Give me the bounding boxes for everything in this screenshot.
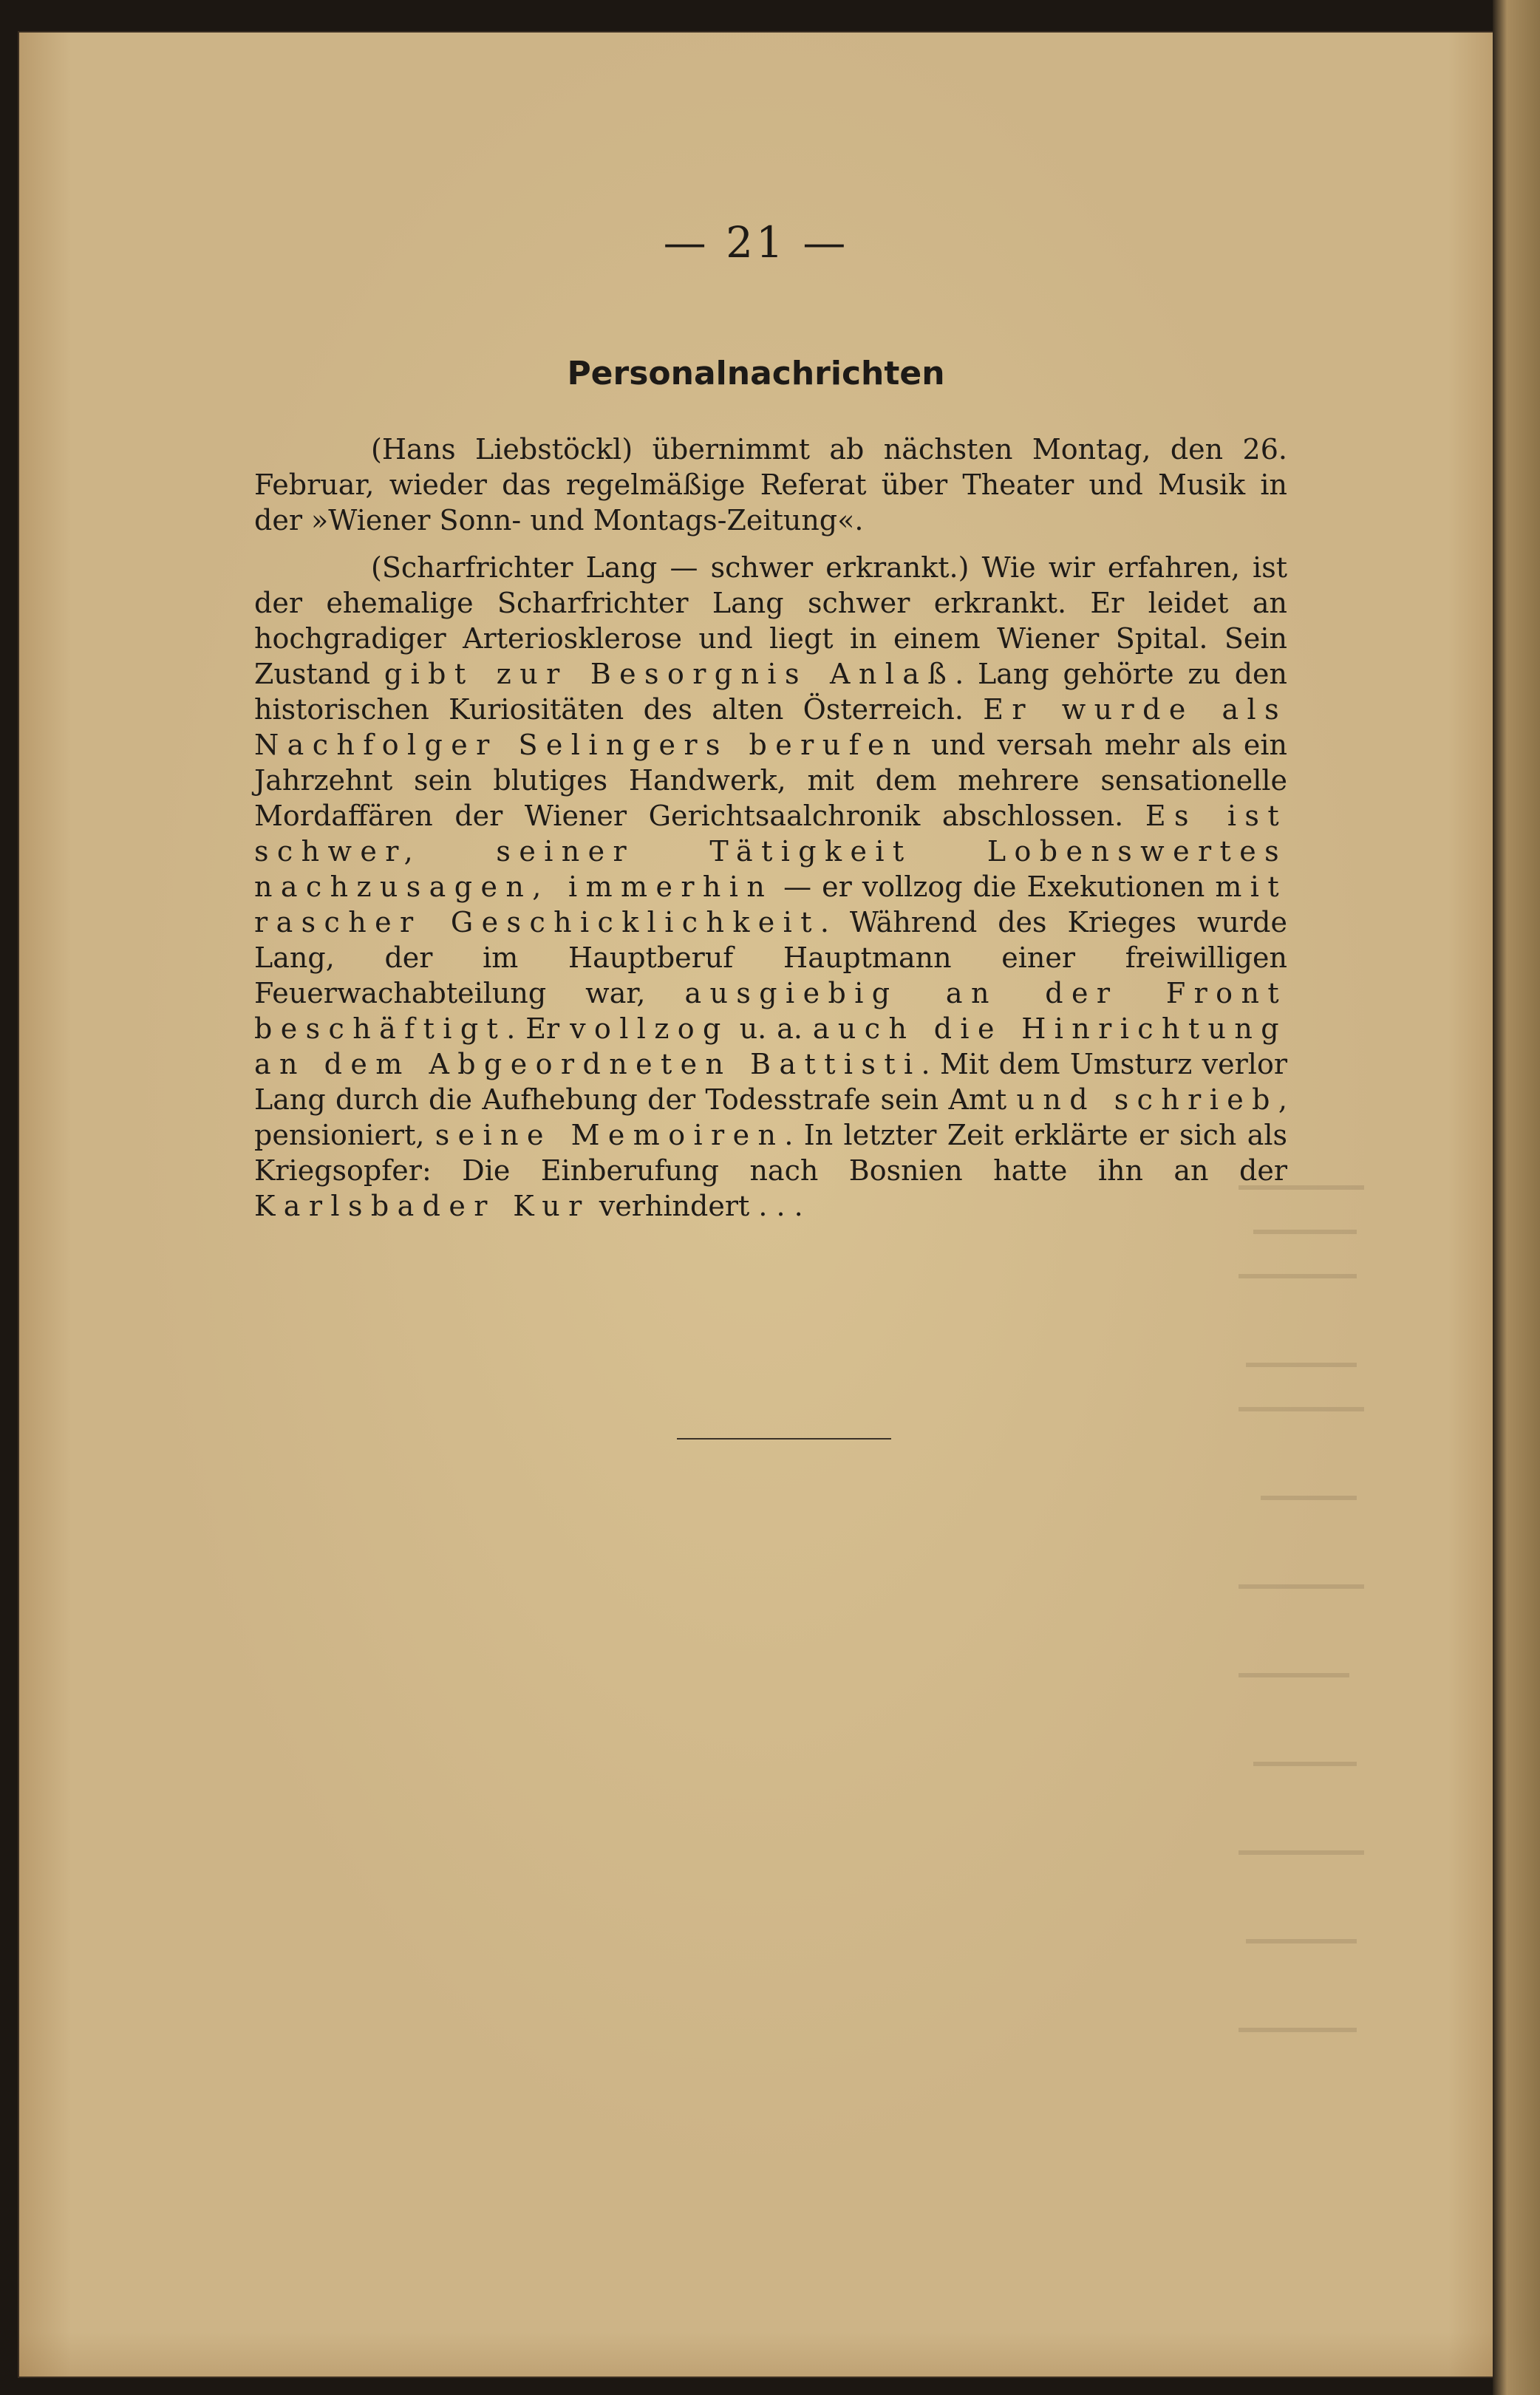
section-divider bbox=[677, 1438, 891, 1440]
text-run: . Lang gehörte zu den historischen Kuriositäten des alten Österreich. bbox=[254, 658, 1287, 726]
text-run: . In letzter Zeit erklärte er sich als Kriegsopfer: Die Einberufung nach Bosnien hatte ihn an der bbox=[254, 1119, 1288, 1187]
paragraph-liebstoeckl: (Hans Liebstöckl) übernimmt ab nächsten Montag, den 26. Februar, wieder das regelmäßige Referat über Theater und Musik in der »Wiener Sonn- und Montags-Zeitung«. bbox=[254, 433, 1287, 536]
spaced-emphasis: auch die Hinrichtung an dem Abgeordneten Battisti bbox=[254, 1012, 1287, 1080]
section-heading: Personalnachrichten bbox=[567, 355, 945, 392]
text-run: u. a. bbox=[729, 1012, 813, 1045]
spaced-emphasis: seine Memoiren bbox=[435, 1119, 785, 1151]
text-run: , pensioniert, bbox=[254, 1083, 1288, 1151]
text-run: verhindert . . . bbox=[590, 1190, 803, 1222]
show-through-texture bbox=[1231, 1185, 1379, 2072]
spaced-emphasis: und schrieb bbox=[1016, 1083, 1278, 1116]
spaced-emphasis: Es ist schwer, seiner Tätigkeit Lobenswertes nachzusagen, immerhin bbox=[254, 800, 1287, 903]
text-run: — er vollzog die Exekutionen bbox=[773, 871, 1216, 903]
text-run: . Während des Krieges wurde Lang, der im Hauptberuf Hauptmann einer freiwilligen Feuerwachabteilung war, bbox=[254, 906, 1287, 1009]
book-spine-edge bbox=[1493, 0, 1540, 2395]
text-run: . Er bbox=[506, 1012, 570, 1045]
book-page bbox=[19, 33, 1493, 2377]
spaced-emphasis: gibt zur Besorgnis Anlaß bbox=[384, 658, 955, 690]
text-run: und versah mehr als ein Jahrzehnt sein blutiges Handwerk, mit dem mehrere sensationelle Mordaffären der Wiener Gerichtsaalchronik abschlossen. bbox=[254, 729, 1287, 832]
paragraph-scharfrichter-lang bbox=[254, 550, 1287, 1224]
spaced-emphasis: ausgiebig an der Front beschäftigt bbox=[254, 977, 1287, 1045]
spaced-emphasis: mit rascher Geschicklichkeit bbox=[254, 871, 1287, 938]
page-number: — 21 — bbox=[663, 217, 849, 268]
spaced-emphasis: Er wurde als Nachfolger Selingers berufen bbox=[254, 693, 1287, 761]
spaced-emphasis: vollzog bbox=[570, 1012, 729, 1045]
text-run: (Scharfrichter Lang — schwer erkrankt.) Wie wir erfahren, ist der ehemalige Scharfrichter Lang schwer erkrankt. Er leidet an hochgradiger Arteriosklerose und liegt in einem Wiener Spital. Sein Zustand bbox=[254, 551, 1287, 690]
spaced-emphasis: Karlsbader Kur bbox=[254, 1190, 590, 1222]
text-run: . Mit dem Umsturz verlor Lang durch die Aufhebung der Todesstrafe sein Amt bbox=[254, 1048, 1287, 1116]
